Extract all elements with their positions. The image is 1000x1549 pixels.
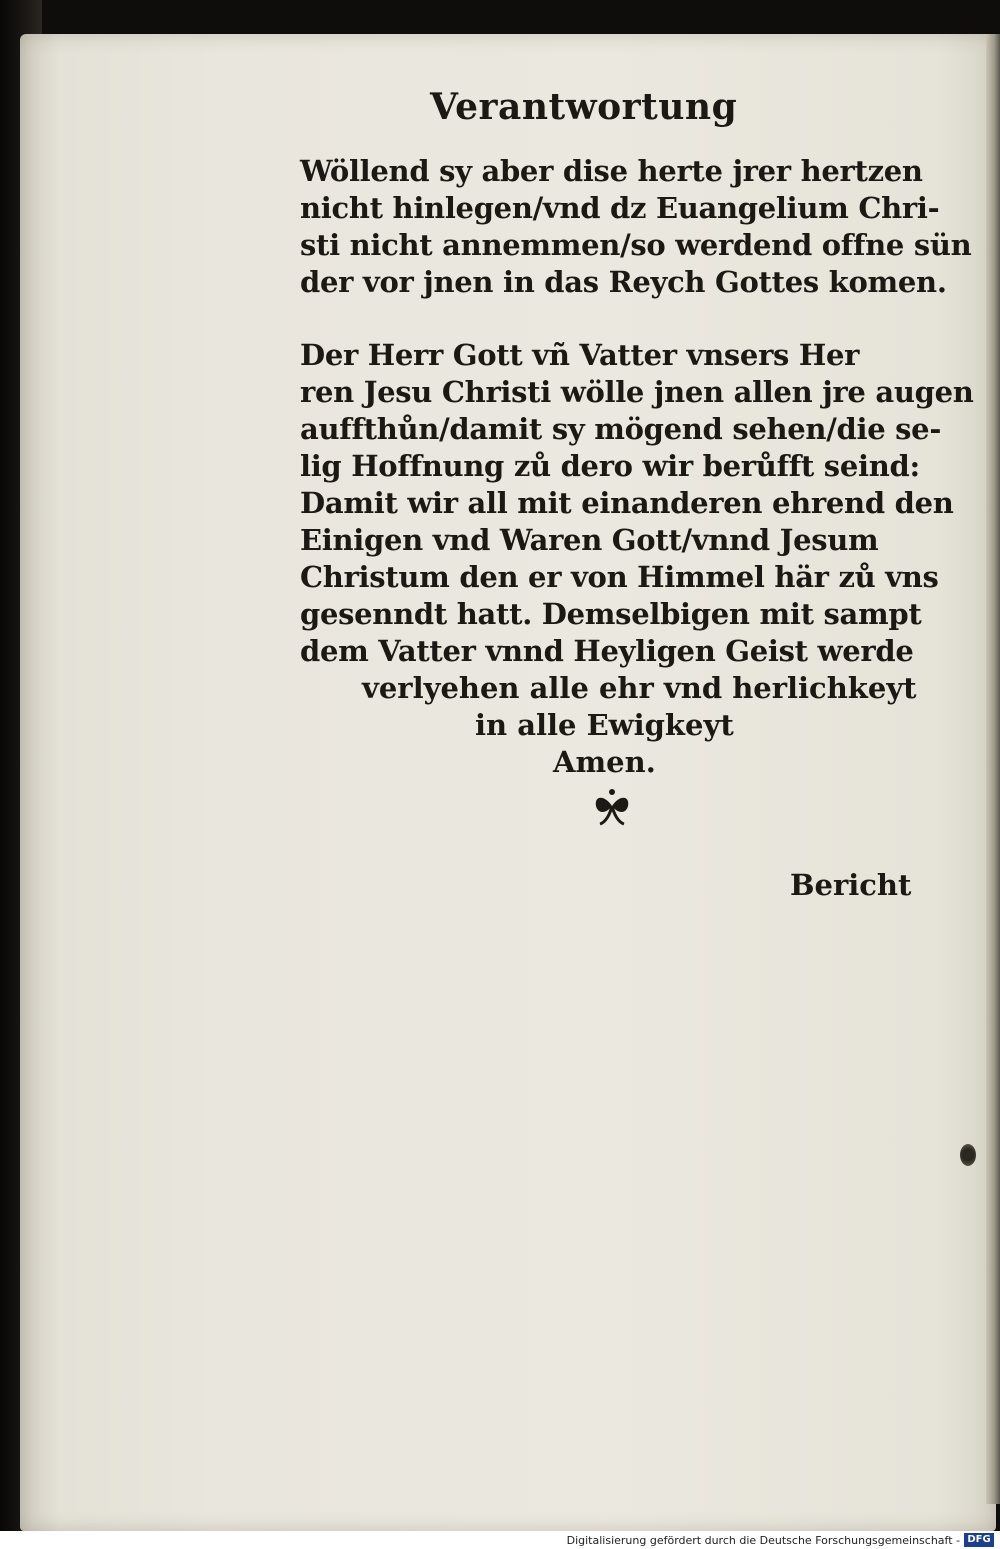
closing-line: verlyehen alle ehr vnd herlichkeyt: [362, 671, 917, 705]
footer-bar: [0, 1531, 1000, 1549]
text-line: Christum den er von Himmel här zů vns: [300, 560, 939, 594]
text-line: Damit wir all mit einanderen ehrend den: [300, 486, 954, 520]
text-line: gesenndt hatt. Demselbigen mit sampt: [300, 597, 922, 631]
text-line: ren Jesu Christi wölle jnen allen jre augen: [300, 375, 974, 409]
closing-line: in alle Ewigkeyt: [475, 708, 734, 742]
page-hole: [960, 1144, 976, 1166]
text-line: dem Vatter vnnd Heyligen Geist werde: [300, 634, 914, 668]
footer-credit: Digitalisierung gefördert durch die Deutsche Forschungsgemeinschaft -: [566, 1534, 960, 1547]
text-line: Wöllend sy aber dise herte jrer hertzen: [300, 154, 923, 188]
running-heading: Verantwortung: [430, 86, 738, 128]
dfg-logo: DFG: [964, 1533, 994, 1547]
text-line: lig Hoffnung zů dero wir berůfft seind:: [300, 449, 920, 483]
text-line: auffthůn/damit sy mögend sehen/die se-: [300, 412, 942, 446]
text-line: nicht hinlegen/vnd dz Euangelium Chri-: [300, 191, 940, 225]
catchword: Bericht: [790, 868, 912, 902]
text-line: sti nicht annemmen/so werdend offne sün: [300, 228, 972, 262]
closing-amen: Amen.: [553, 745, 656, 779]
fleuron-ornament-icon: [590, 786, 634, 826]
page-edge: [986, 34, 1000, 1504]
text-line: Einigen vnd Waren Gott/vnnd Jesum: [300, 523, 879, 557]
text-line: Der Herr Gott vñ Vatter vnsers Her: [300, 338, 860, 372]
text-line: der vor jnen in das Reych Gottes komen.: [300, 265, 947, 299]
